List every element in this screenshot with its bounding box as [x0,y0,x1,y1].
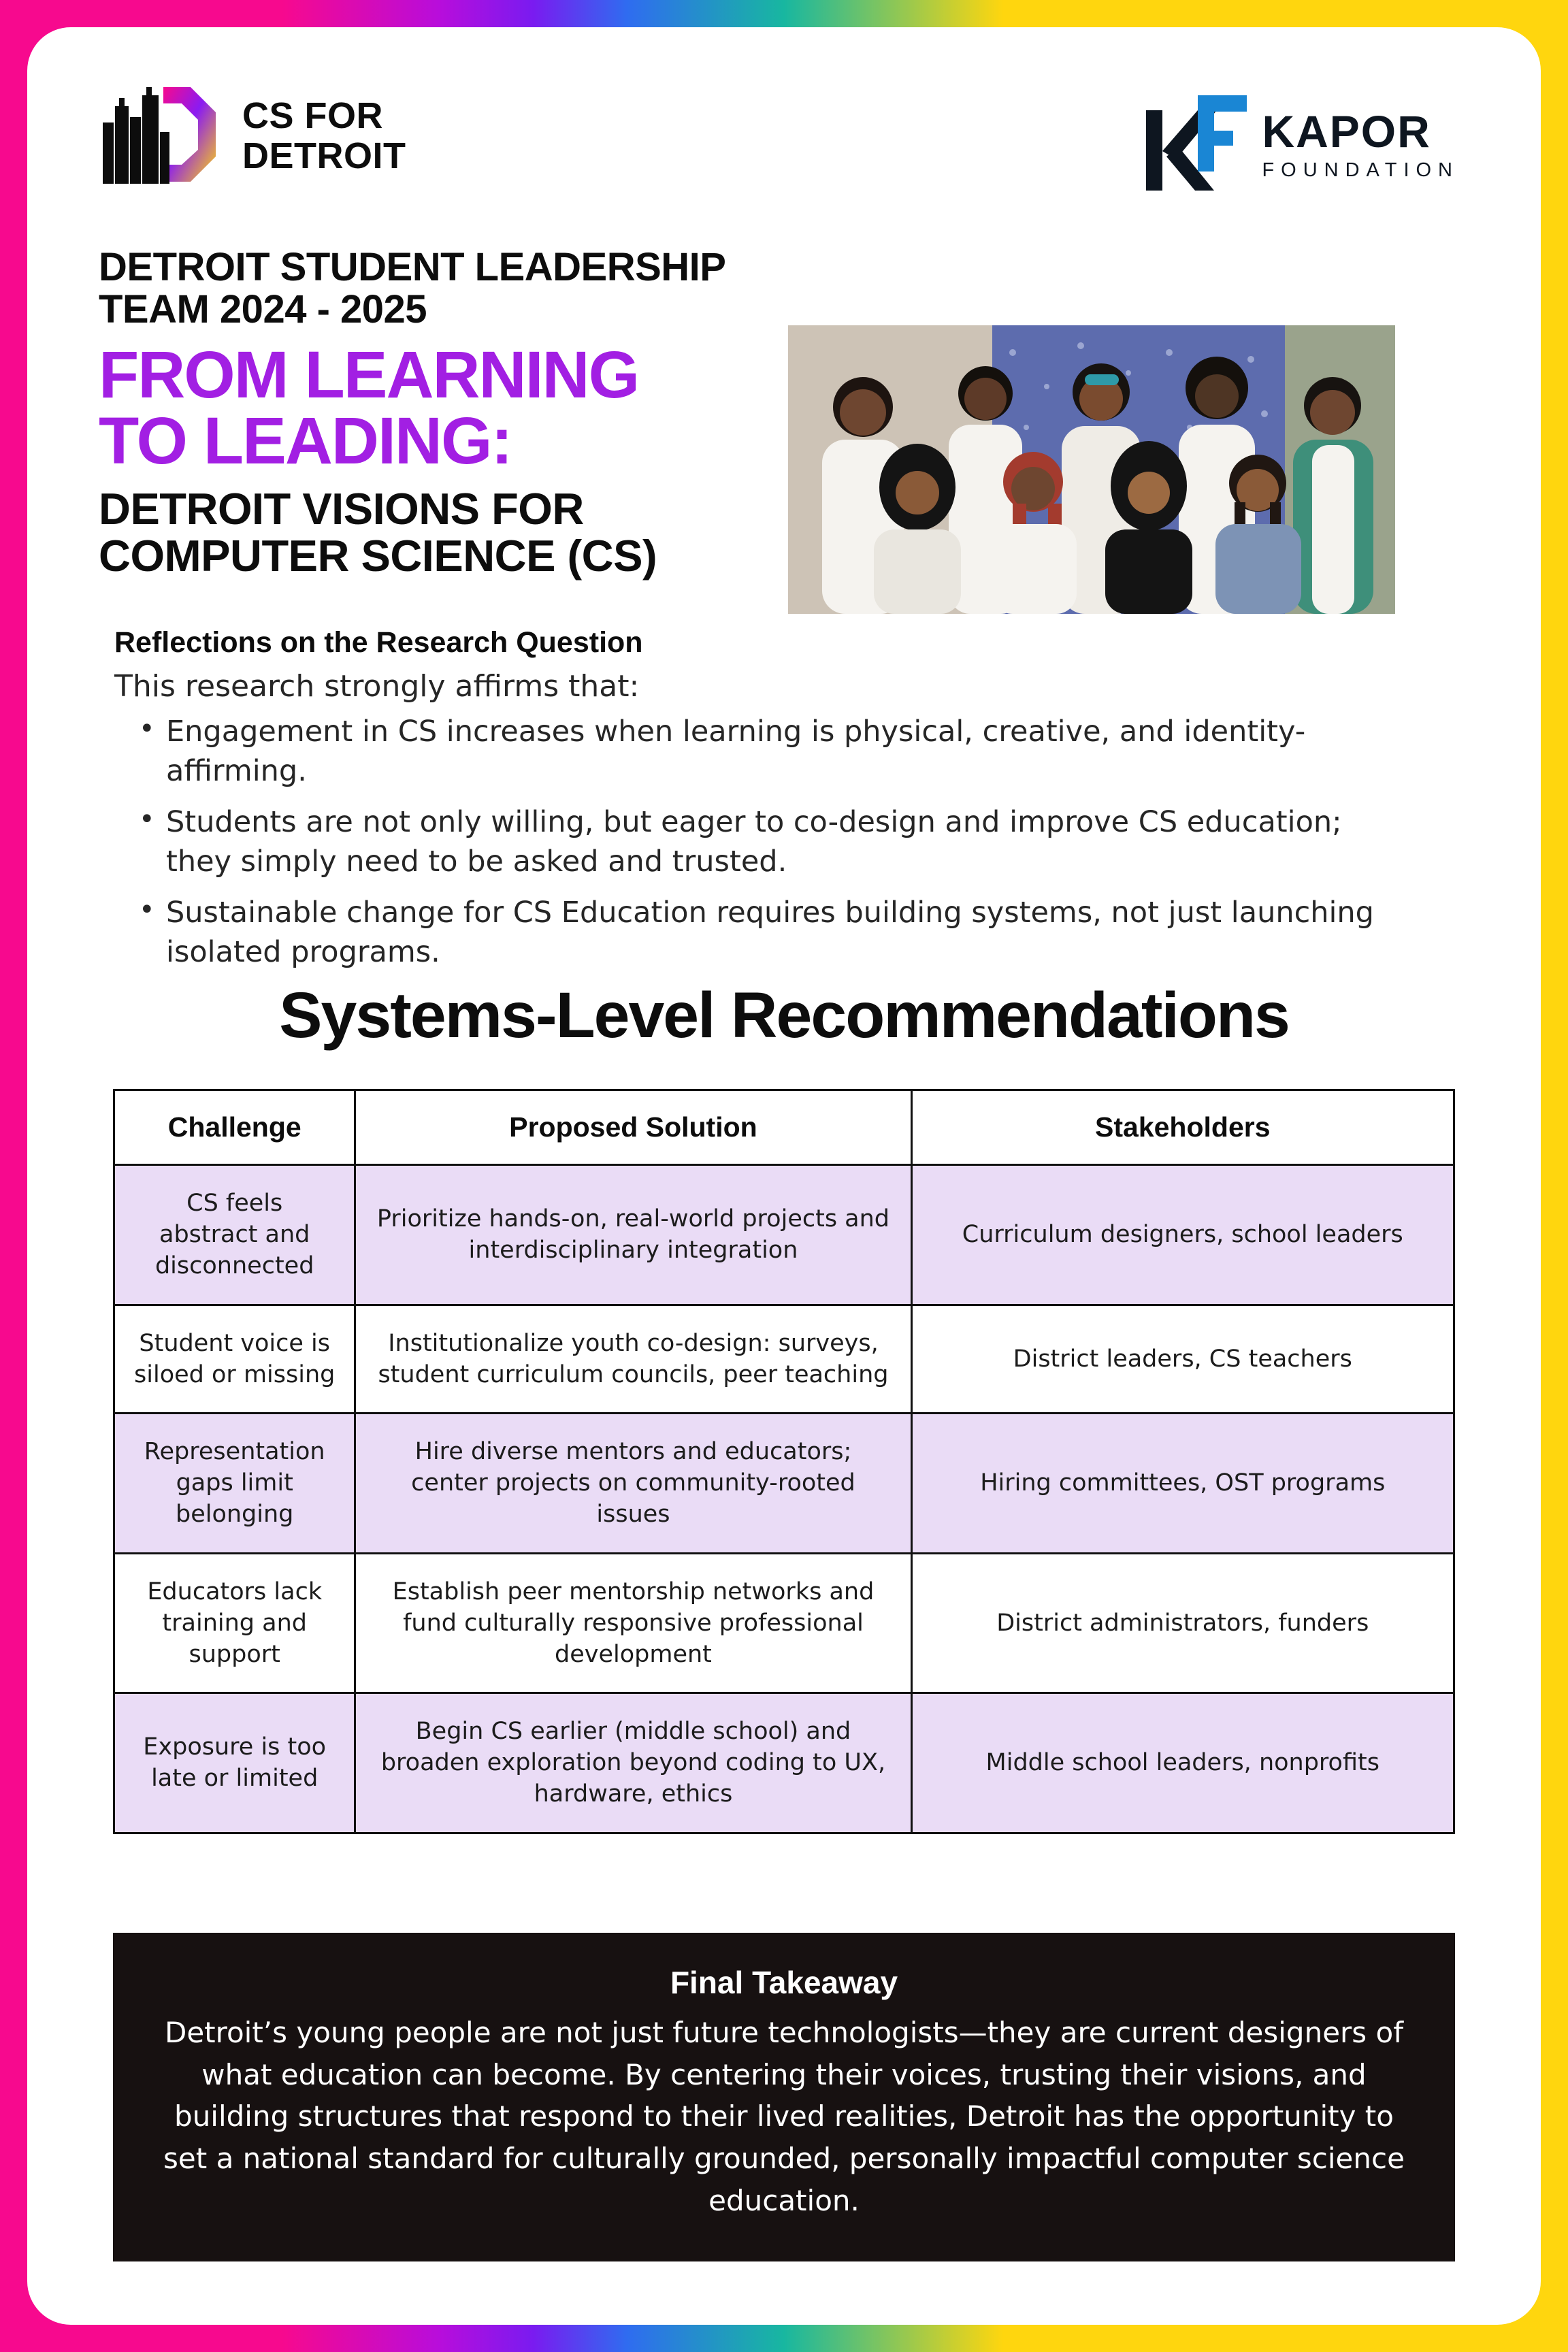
reflections-heading: Reflections on the Research Question [114,626,643,659]
reflection-bullets [135,712,1380,973]
table-cell-stakeholders: Curriculum designers, school leaders [911,1165,1454,1305]
table-cell-solution: Institutionalize youth co-design: surveys, student curriculum councils, peer teaching [355,1305,911,1413]
subtitle-line2: COMPUTER SCIENCE (CS) [99,530,657,581]
table-body [114,1165,1454,1833]
table-cell-challenge: Exposure is too late or limited [114,1693,355,1833]
table-row [114,1413,1454,1553]
kapor-wordmark [1262,105,1459,182]
table-header-cell: Proposed Solution [355,1090,911,1165]
systems-recommendations-title: Systems-Level Recommendations [279,979,1289,1051]
table-header-row [114,1090,1454,1165]
reflections-intro: This research strongly affirms that: [114,669,640,704]
table-cell-stakeholders: District leaders, CS teachers [911,1305,1454,1413]
table-cell-stakeholders: Middle school leaders, nonprofits [911,1693,1454,1833]
kapor-foundation-label: FOUNDATION [1262,159,1459,181]
kapor-foundation-logo [1139,93,1459,197]
table-cell-challenge: Educators lack training and support [114,1553,355,1693]
main-title-line2: TO LEADING: [99,404,512,478]
subtitle [99,486,834,580]
team-title-line1: DETROIT STUDENT LEADERSHIP [99,245,726,289]
cs-for-detroit-logo-icon [99,75,225,197]
table-row [114,1553,1454,1693]
title-block [99,246,834,580]
final-takeaway-text: Detroit’s young people are not just future technologists—they are current designers of what education can become. By centering their voices, trusting their visions, and building structures that respond to their lived realities, Detroit has the opportunity to set a national standard for culturally grounded, personally impactful computer science education. [163,2016,1405,2217]
reflections-section [114,626,1448,983]
subtitle-line1: DETROIT VISIONS FOR [99,484,584,534]
bullet-item: • Students are not only willing, but eager to co-design and improve CS education; they simply need to be asked and trusted. [135,802,1380,882]
recommendations-table [113,1089,1455,1834]
bullet-item: • Sustainable change for CS Education requires building systems, not just launching isolated programs. [135,893,1380,973]
table-cell-challenge: CS feels abstract and disconnected [114,1165,355,1305]
table-cell-solution: Hire diverse mentors and educators; center projects on community-rooted issues [355,1413,911,1553]
table-row [114,1693,1454,1833]
bullet-item: • Engagement in CS increases when learning is physical, creative, and identity-affirming. [135,712,1380,791]
recommendations-table-wrapper [113,1089,1455,1834]
table-cell-solution: Establish peer mentorship networks and fund culturally responsive professional development [355,1553,911,1693]
table-row [114,1305,1454,1413]
table-row [114,1165,1454,1305]
table-cell-stakeholders: Hiring committees, OST programs [911,1413,1454,1553]
team-title-line2: TEAM 2024 - 2025 [99,287,427,332]
table-header-cell: Challenge [114,1090,355,1165]
table-cell-solution: Begin CS earlier (middle school) and broaden exploration beyond coding to UX, hardware, ethics [355,1693,911,1833]
main-title-line1: FROM LEARNING [99,338,639,412]
logo-header-row [99,75,1459,197]
table-cell-challenge: Student voice is siloed or missing [114,1305,355,1413]
final-takeaway-heading: Final Takeaway [670,1965,898,2000]
kapor-name-label: KAPOR [1262,105,1431,157]
cs-logo-line2: DETROIT [242,135,406,176]
table-cell-stakeholders: District administrators, funders [911,1553,1454,1693]
content-card [27,27,1541,2325]
main-title-purple [99,338,834,478]
student-team-photo [788,325,1395,614]
cs-logo-wordmark [242,96,406,176]
final-takeaway-box [113,1933,1455,2261]
table-header-cell: Stakeholders [911,1090,1454,1165]
table-cell-challenge: Representation gaps limit belonging [114,1413,355,1553]
table-cell-solution: Prioritize hands-on, real-world projects and interdisciplinary integration [355,1165,911,1305]
cs-for-detroit-logo [99,75,406,197]
kapor-kf-monogram-icon [1139,93,1248,197]
cs-logo-line1: CS FOR [242,95,384,137]
leadership-team-title [99,246,834,331]
